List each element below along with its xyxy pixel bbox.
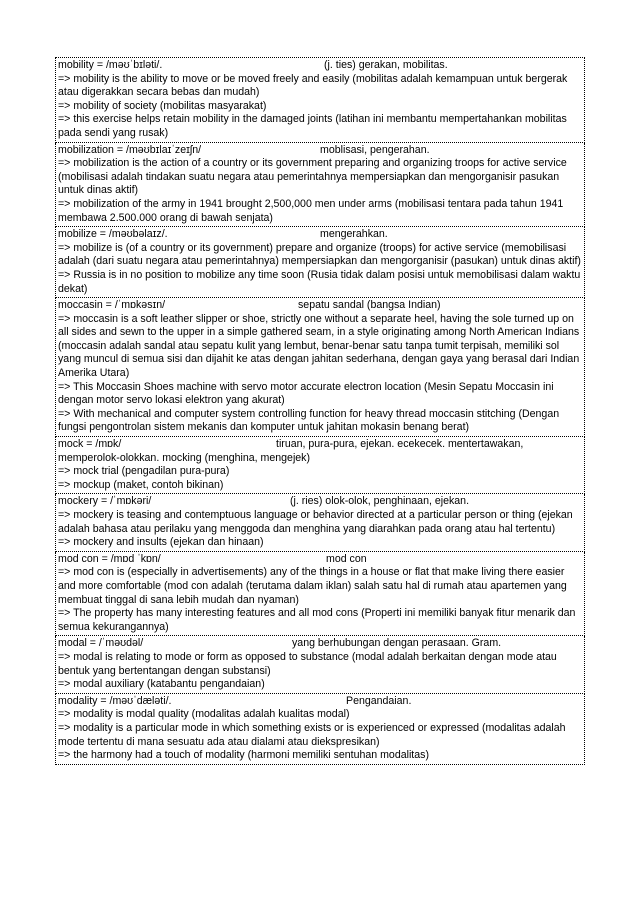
entry-term: mobility = /məʊˈbɪləti/. [58,59,163,71]
entry-example-line: => Russia is in no position to mobilize any time soon (Rusia tidak dalam posisi untuk memobilisasi dalam waktu dekat) [58,268,581,295]
dictionary-entries [55,57,585,765]
dictionary-entry [55,57,585,143]
entry-example-line: => mockery is teasing and contemptuous language or behavior directed at a particular person or thing (ejekan adalah bahasa atau perilaku yang menggoda dan menghina yang diarahkan pada orang atau hal tertentu) [58,509,573,535]
entry-example-line: => mobility of society (mobilitas masyarakat) [58,99,267,112]
entry-header [58,299,582,313]
entry-term: mobilization = /məʊbɪlaɪˈzeɪʃn/ [58,143,202,156]
entry-header [58,228,582,242]
entry-example-line: => this exercise helps retain mobility in the damaged joints (latihan ini membantu mempertahankan mobilitas pada sendi yang rusak) [58,113,567,139]
entry-term: mobilize = /məʊbəlaɪz/. [58,228,168,241]
entry-meaning: Pengandaian. [346,694,412,707]
entry-example-line: => mobilize is (of a country or its government) prepare and organize (troops) for active service (memobilisasi adalah (dari suatu negara atau pemerintahnya) mempersiapkan dan mengorganisir (pasukan) untuk dinas aktif) [58,241,581,268]
entry-term: modality = /məʊˈdæləti/. [58,694,172,707]
entry-term: moccasin = /ˈmɒkəsɪn/ [58,299,166,312]
dictionary-entry [55,227,585,298]
entry-meaning: moblisasi, pengerahan. [320,143,430,156]
entry-example-line: => mod con is (especially in advertisements) any of the things in a house or flat that make living there easier and more comfortable (mod con adalah (terutama dalam iklan) salah satu hal di rumah atau apartemen yang membuat tinggal di sana lebih mudah dan nyaman) [58,566,567,606]
entry-header [58,637,582,651]
entry-header [58,438,582,452]
entry-example-line: => modal auxiliary (katabantu pengandaian) [58,678,265,691]
entry-meaning: tiruan, pura-pura, ejekan. ecekecek. mentertawakan, [276,438,524,451]
entry-example-line: => This Moccasin Shoes machine with servo motor accurate electron location (Mesin Sepatu Moccasin ini dengan motor servo lokasi elektron yang akurat) [58,380,554,407]
entry-header [58,695,582,709]
entry-example-line: => modality is modal quality (modalitas adalah kualitas modal) [58,708,350,721]
dictionary-entry [55,298,585,437]
entry-example-line: => With mechanical and computer system controlling function for heavy thread moccasin stitching (Dengan fungsi pengontrolan sistem mekanis dan komputer untuk jahitan mokasin benang berat) [58,407,560,434]
entry-meaning: (j. ries) olok-olok, penghinaan, ejekan. [290,495,470,508]
entry-example-line: => modality is a particular mode in which something exists or is experienced or expressed (modalitas adalah mode tertentu di mana sesuatu ada atau dialami atau diekspresikan) [58,721,566,748]
dictionary-entry [55,494,585,551]
entry-example-line: => moccasin is a soft leather slipper or shoe, strictly one without a separate heel, having the sole turned up on all sides and sewn to the upper in a simple gathered seam, in a style originating among North American Indians (moccasin adalah sandal atau sepatu kulit yang lembut, benar-benar satu tanpa tumit terpisah, memiliki sol yang muncul di semua sisi dan dijahit ke atas dengan jahitan sederhana, dengan gaya yang berasal dari Indian Amerika Utara) [58,312,580,380]
entry-example-line: memperolok-olokkan. mocking (menghina, mengejek) [58,451,311,464]
entry-example-line: => modal is relating to mode or form as opposed to substance (modal adalah berkaitan dengan mode atau bentuk yang bertentangan dengan substansi) [58,650,557,677]
entry-example-line: => mobility is the ability to move or be moved freely and easily (mobilitas adalah kemampuan untuk bergerak atau digerakkan secara bebas dan mudah) [58,72,568,99]
entry-term: mockery = /ˈmɒkəri/ [58,495,152,508]
dictionary-entry [55,143,585,228]
entry-example-line: => mockery and insults (ejekan dan hinaan) [58,536,264,549]
dictionary-entry [55,437,585,494]
entry-meaning: yang berhubungan dengan perasaan. Gram. [292,637,502,650]
entry-example-line: => mockup (maket, contoh bikinan) [58,478,224,491]
entry-header [58,495,582,509]
entry-meaning: (j. ties) gerakan, mobilitas. [324,59,448,71]
entry-meaning: sepatu sandal (bangsa Indian) [298,299,441,312]
entry-header [58,144,582,158]
entry-term: mock = /mɒk/ [58,438,122,451]
entry-term: mod con = /mɒd ˈkɒn/ [58,552,161,565]
entry-example-line: => mobilization is the action of a country or its government preparing and organizing troops for active service (mobilisasi adalah tindakan suatu negara atau pemerintahnya mempersiapkan dan mengorganisir pasukan untuk dinas aktif) [58,157,567,197]
entry-meaning: mod con [326,552,367,565]
dictionary-entry [55,636,585,693]
dictionary-entry [55,694,585,765]
entry-example-line: => the harmony had a touch of modality (harmoni memiliki sentuhan modalitas) [58,749,429,762]
dictionary-entry [55,552,585,637]
entry-example-line: => The property has many interesting features and all mod cons (Properti ini memiliki banyak fitur menarik dan semua kekurangannya) [58,607,576,633]
entry-header [58,59,582,73]
entry-term: modal = /ˈməʊdəl/ [58,637,144,650]
entry-meaning: mengerahkan. [320,228,388,241]
entry-example-line: => mobilization of the army in 1941 brought 2,500,000 men under arms (mobilisasi tentara pada tahun 1941 membawa 2.500.000 orang di bawah senjata) [58,197,564,224]
entry-header [58,553,582,567]
entry-example-line: => mock trial (pengadilan pura-pura) [58,465,230,478]
